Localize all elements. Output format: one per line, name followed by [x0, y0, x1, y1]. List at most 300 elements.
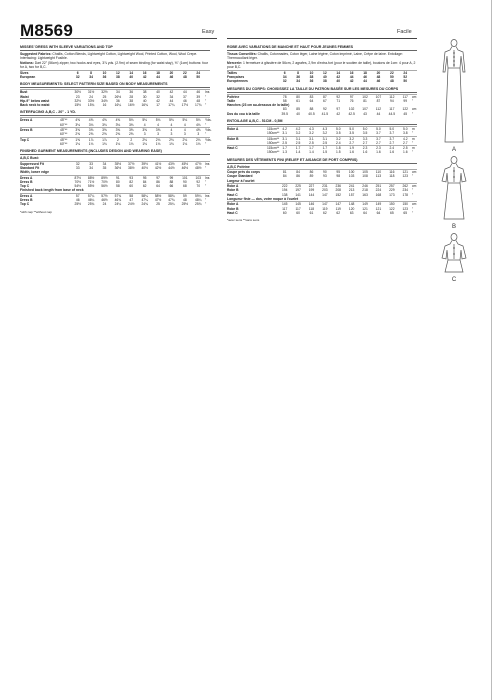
table-cell: 38: [129, 98, 134, 103]
table-cell: 42: [165, 90, 178, 95]
notions-text: Notions: Dart 22" (56cm) zipper, two hooks and eyes, 3⅞ yds. (2.9m) of seam binding (for waist stay), ⅜" (1cm) buttons: four for A, two for B,C.: [20, 60, 209, 70]
table-cell: 25: [102, 94, 107, 99]
table-cell: 2⅛: [138, 137, 151, 142]
yardage-table-fr: [227, 126, 417, 155]
table-cell: 20: [372, 70, 385, 75]
table-cell: 65: [403, 211, 408, 216]
table-cell: 32: [282, 79, 287, 84]
table-cell: 22: [178, 70, 191, 75]
table-cell: 93: [125, 175, 138, 180]
table-cell: 10: [98, 70, 111, 75]
table-cell: 2.3: [372, 146, 385, 151]
view-c-figure: [439, 232, 469, 283]
table-cell: 94: [389, 98, 394, 103]
table-cell: 40: [142, 98, 147, 103]
table-cell: 208: [335, 188, 342, 193]
table-cell: 3: [157, 132, 159, 137]
table-cell: 144: [308, 192, 315, 197]
table-cell: 16: [102, 103, 107, 108]
table-cell: 43: [363, 111, 367, 116]
table-cell: 87: [318, 94, 331, 99]
table-cell: Ins: [205, 175, 210, 180]
table-cell: m: [412, 127, 417, 132]
table-cell: ": [412, 98, 414, 103]
table-cell: 84: [291, 170, 304, 175]
nap-footnote-fr: *avec sens **sans sens: [227, 218, 260, 223]
table-cell: 36: [309, 79, 314, 84]
table-cell: 83: [305, 94, 318, 99]
table-cell: Ins: [205, 90, 210, 95]
table-cell: 3.2: [309, 131, 314, 136]
table-cell: 45"**: [60, 118, 71, 123]
table-cell: 48½: [195, 165, 202, 170]
size-table-fr: [227, 70, 417, 84]
table-cell: 55½: [87, 184, 95, 189]
table-cell: 225: [291, 184, 304, 189]
table-cell: 3⅝: [71, 128, 84, 133]
table-cell: 35: [102, 165, 107, 170]
table-cell: 48: [389, 79, 394, 84]
table-cell: 1⅛: [142, 141, 147, 146]
table-cell: ": [412, 192, 414, 197]
table-cell: Hip-9" below waist: [20, 98, 50, 103]
table-cell: 60: [129, 184, 134, 189]
table-cell: 61: [296, 98, 300, 103]
table-cell: 37½: [125, 161, 138, 166]
table-cell: 63: [349, 211, 354, 216]
table-cell: 6: [71, 70, 84, 75]
table-cell: 2.5: [322, 140, 328, 145]
table-cell: 45"**: [60, 137, 71, 142]
table-cell: 45: [403, 111, 408, 116]
table-cell: 36½: [114, 165, 122, 170]
table-cell: 1.7: [305, 146, 318, 151]
table-cell: 8: [291, 70, 304, 75]
table-cell: 168: [375, 192, 382, 197]
table-cell: 48: [182, 198, 187, 203]
table-cell: Dress B: [20, 128, 60, 133]
table-cell: 70½: [74, 179, 81, 184]
table-cell: 2.7: [349, 140, 354, 145]
table-cell: Ins: [205, 193, 210, 198]
table-cell: ": [412, 174, 414, 179]
table-cell: 3.7: [385, 136, 398, 141]
table-cell: 4.2: [399, 136, 412, 141]
view-b-figure: [439, 155, 469, 230]
table-cell: Yds.: [205, 118, 212, 123]
table-cell: 46: [192, 90, 205, 95]
table-cell: 33: [75, 165, 80, 170]
finished-measurements-title-fr: MESURES DES VÊTEMENTS FINI (RELIEF ET AISANCE DE PORT COMPRIS): [227, 158, 417, 164]
yardage-table: [20, 117, 210, 146]
table-cell: 1.3: [282, 150, 287, 155]
finished-length-subtitle-fr: Longueur finie — dos, votre noque à l'ourlet: [227, 197, 299, 202]
table-cell: 147: [322, 192, 328, 197]
table-cell: 222: [278, 184, 291, 189]
table-cell: 1.6: [362, 150, 368, 155]
table-cell: 65: [389, 211, 394, 216]
table-cell: 117: [389, 107, 395, 112]
finished-width-table-fr: [227, 183, 417, 197]
interfacing-title: INTERFACING A,B,C - 20" - 1 YD.: [20, 110, 210, 116]
table-cell: 47¾: [168, 198, 175, 203]
table-cell: 57¾: [111, 193, 124, 198]
table-cell: 44: [349, 74, 354, 79]
dress-b-short-icon: [439, 155, 469, 223]
table-cell: 81: [363, 98, 367, 103]
table-cell: 81: [278, 170, 291, 175]
table-cell: 103: [192, 175, 205, 180]
table-cell: 39: [196, 94, 201, 99]
table-cell: 117: [295, 206, 301, 211]
table-cell: 38: [138, 90, 151, 95]
table-cell: ": [205, 94, 207, 99]
table-cell: 34: [111, 90, 124, 95]
table-cell: 66: [169, 184, 174, 189]
table-cell: Robe A: [227, 127, 267, 132]
header-rule-right: [227, 38, 417, 39]
finished-width-subtitle: Width, lower edge: [20, 170, 49, 175]
table-cell: 5⅛: [138, 118, 151, 123]
table-cell: 44: [156, 74, 160, 79]
table-cell: 20: [165, 70, 178, 75]
table-cell: 16: [345, 70, 358, 75]
table-cell: 4.3: [305, 127, 318, 132]
table-cell: 38: [309, 74, 314, 79]
finished-length-table-fr: [227, 201, 417, 215]
table-cell: 3: [170, 132, 173, 137]
table-cell: 97: [345, 94, 358, 99]
table-cell: 163: [362, 192, 368, 197]
table-cell: 83: [282, 107, 287, 112]
table-cell: 41½: [151, 161, 164, 166]
table-cell: ": [412, 131, 414, 136]
table-cell: 60"**: [60, 122, 68, 127]
table-cell: 2.3: [358, 146, 371, 151]
table-cell: 97: [151, 175, 164, 180]
table-cell: 60"**: [60, 132, 68, 137]
table-cell: Tailles: [227, 70, 267, 75]
table-cell: 2⅛: [165, 137, 178, 142]
table-cell: Poitrine: [227, 94, 267, 99]
table-cell: 16¼: [114, 103, 122, 108]
table-cell: 2⅝: [102, 132, 107, 137]
table-cell: ": [205, 165, 207, 170]
table-cell: 40.5: [308, 111, 315, 116]
table-cell: ": [205, 132, 207, 137]
french-column: [227, 45, 417, 222]
table-cell: Haut C: [227, 192, 238, 197]
table-cell: 71½: [87, 179, 95, 184]
table-cell: 5⅛: [151, 118, 164, 123]
table-cell: 26½: [114, 94, 122, 99]
table-cell: ": [412, 211, 414, 216]
table-cell: 117: [399, 94, 412, 99]
table-cell: 24: [102, 202, 107, 207]
table-cell: 44.5: [388, 111, 396, 116]
table-cell: 88: [309, 107, 314, 112]
table-cell: 42.5: [348, 111, 355, 116]
table-cell: 32: [156, 94, 160, 99]
table-cell: 2.7: [362, 140, 368, 145]
table-cell: Ins: [205, 161, 210, 166]
table-cell: 3.7: [376, 131, 381, 136]
table-cell: 78: [278, 94, 291, 99]
table-cell: Top C: [20, 202, 30, 207]
table-cell: 3.1: [318, 136, 331, 141]
table-cell: 40: [323, 74, 327, 79]
table-cell: m: [412, 146, 417, 151]
table-cell: 119: [335, 206, 341, 211]
table-cell: 3⅝: [98, 128, 111, 133]
table-cell: 46¼: [87, 198, 95, 203]
table-cell: 6: [278, 70, 291, 75]
table-cell: 1.4: [309, 150, 314, 155]
table-cell: 5⅛: [192, 118, 205, 123]
table-cell: 3⅝: [151, 128, 164, 133]
table-cell: Back neck to waist: [20, 103, 50, 108]
table-cell: ": [412, 111, 414, 116]
table-cell: 194: [281, 188, 288, 193]
table-cell: 16: [138, 70, 151, 75]
table-cell: Robe A: [227, 202, 267, 207]
table-cell: 3.5: [335, 131, 341, 136]
table-cell: 38½: [128, 165, 135, 170]
table-cell: 92: [332, 94, 345, 99]
table-cell: 14: [332, 70, 345, 75]
table-cell: 34: [169, 94, 174, 99]
table-cell: [267, 211, 278, 215]
table-cell: Suppressed Fit: [20, 161, 60, 166]
table-cell: 3.8: [402, 131, 408, 136]
view-c-label: C: [451, 277, 457, 283]
table-cell: 118: [389, 174, 395, 179]
table-cell: 60: [296, 211, 300, 216]
finished-length-table: [20, 193, 210, 207]
table-cell: 2.5: [295, 140, 301, 145]
table-cell: 1⅝: [71, 137, 84, 142]
table-cell: 119: [322, 206, 328, 211]
table-cell: 57¼: [84, 193, 97, 198]
table-cell: 197: [295, 188, 301, 193]
view-a-label: A: [451, 147, 456, 153]
table-cell: 59: [178, 193, 191, 198]
table-row: [20, 103, 210, 107]
table-cell: 3⅛: [75, 122, 80, 127]
table-cell: 36: [116, 98, 120, 103]
table-cell: 3.2: [332, 136, 345, 141]
table-cell: 110: [372, 170, 385, 175]
table-cell: 58¾: [165, 193, 178, 198]
table-cell: 41.5: [321, 111, 329, 116]
table-cell: 218: [362, 188, 368, 193]
table-cell: 17: [156, 103, 160, 108]
table-cell: 12: [111, 70, 124, 75]
table-cell: 88: [169, 179, 174, 184]
table-cell: 46: [182, 98, 187, 103]
table-cell: 3⅝: [138, 128, 151, 133]
table-cell: 39.5: [281, 111, 288, 116]
table-cell: 28: [129, 94, 134, 99]
table-cell: 15½: [74, 103, 81, 108]
table-cell: 3: [197, 132, 200, 137]
table-cell: 107: [372, 94, 385, 99]
table-cell: 149: [372, 202, 385, 207]
table-cell: 46¾: [114, 198, 122, 203]
table-cell: 25½: [74, 202, 81, 207]
table-cell: 4.3: [318, 127, 331, 132]
table-cell: 42½: [154, 165, 162, 170]
table-cell: 1.9: [345, 146, 358, 151]
table-cell: 38: [116, 74, 120, 79]
table-cell: Yds.: [205, 128, 212, 132]
table-cell: 97: [336, 107, 341, 112]
table-cell: ": [412, 206, 414, 211]
table-cell: ": [205, 122, 207, 127]
table-cell: 46: [75, 198, 80, 203]
table-cell: 48: [182, 74, 187, 79]
table-cell: 199: [308, 188, 315, 193]
table-cell: 36: [296, 74, 300, 79]
finished-bust-subtitle-fr: A,B,C Poitrine: [227, 164, 250, 169]
table-cell: 2⅝: [88, 132, 94, 137]
table-cell: 203: [322, 188, 328, 193]
table-cell: 31½: [84, 90, 97, 95]
table-cell: 90: [318, 170, 331, 175]
table-cell: 95: [332, 170, 345, 175]
table-cell: ": [205, 202, 207, 207]
table-cell: Haut C: [227, 211, 238, 216]
table-cell: 3⅝: [125, 128, 138, 133]
table-cell: 70½: [101, 179, 108, 184]
table-cell: 86: [156, 179, 160, 184]
table-cell: 43½: [165, 161, 178, 166]
english-column: [20, 45, 210, 214]
table-cell: 147: [318, 202, 331, 207]
size-table: [20, 70, 210, 80]
table-cell: 34: [89, 74, 93, 79]
table-cell: 2⅛: [192, 137, 205, 142]
table-cell: 84: [142, 179, 147, 184]
table-cell: Haut C: [227, 146, 267, 151]
table-cell: 87½: [71, 175, 84, 180]
table-cell: 40: [336, 79, 341, 84]
table-cell: 47½: [192, 161, 205, 166]
table-cell: 46: [363, 74, 367, 79]
table-cell: 3.2: [295, 131, 301, 136]
finished-bust-table-fr: [227, 169, 417, 179]
table-cell: 5⅛: [165, 118, 178, 123]
table-cell: 1.6: [376, 150, 381, 155]
table-cell: 1.8: [332, 146, 345, 151]
table-cell: 122: [402, 107, 409, 112]
table-cell: 32½: [98, 90, 111, 95]
table-cell: 40: [296, 111, 300, 116]
table-cell: 178: [402, 192, 409, 197]
table-cell: 56½: [101, 184, 108, 189]
table-cell: 157: [348, 192, 355, 197]
table-cell: 3.1: [291, 136, 304, 141]
table-cell: 2⅛: [151, 137, 164, 142]
table-cell: 1.7: [318, 146, 331, 151]
finished-bust-table: [20, 161, 210, 171]
notions-text-fr: Mercerie: 1 fermeture à glissière de 56cm, 2 agrafes, 2,9m d'extra-fort (pour le soutien de taille), boutons de 1cm: 4 pour A, 2 pour B,C.: [227, 60, 416, 70]
table-cell: 4⅝: [98, 118, 111, 123]
table-cell: 3⅛: [102, 122, 107, 127]
table-cell: 3.5: [362, 131, 368, 136]
table-cell: 47½: [154, 198, 162, 203]
table-cell: Yds.: [205, 137, 212, 142]
table-cell: 5.0: [399, 127, 412, 132]
pattern-number: M8569: [20, 21, 73, 40]
table-cell: 150: [399, 202, 412, 207]
nap-footnote: *with nap **without nap: [20, 209, 52, 214]
table-cell: 84: [282, 174, 287, 179]
table-cell: Européennes: [227, 79, 248, 84]
table-cell: 30: [142, 94, 147, 99]
table-cell: 60: [282, 211, 287, 216]
table-cell: 2.4: [385, 146, 398, 151]
table-cell: Sizes: [20, 70, 60, 75]
table-cell: Robe B: [227, 136, 267, 141]
table-cell: 33½: [87, 98, 95, 103]
table-cell: 18: [358, 70, 371, 75]
table-cell: m: [412, 136, 417, 141]
table-cell: 1.6: [389, 150, 395, 155]
table-cell: 93: [323, 174, 327, 179]
table-cell: Top C: [20, 137, 60, 142]
table-cell: 47¼: [141, 198, 148, 203]
table-cell: 44: [169, 98, 174, 103]
table-cell: 1⅛: [195, 141, 201, 146]
table-cell: cm: [412, 170, 417, 175]
table-cell: 147: [332, 202, 345, 207]
table-cell: 52: [403, 74, 408, 79]
table-cell: 17¾: [195, 103, 202, 108]
table-cell: 3: [183, 132, 186, 137]
table-cell: 25¾: [195, 202, 202, 207]
table-cell: 15¾: [87, 103, 95, 108]
table-cell: 234: [402, 188, 409, 193]
table-cell: 2.5: [399, 146, 412, 151]
table-cell: 1.7: [291, 146, 304, 151]
table-cell: 50: [403, 79, 408, 84]
table-cell: 50: [196, 74, 201, 79]
table-cell: 4⅝: [111, 118, 124, 123]
table-cell: 105: [358, 170, 371, 175]
table-cell: Dos du cou à la taille: [227, 111, 260, 116]
table-cell: 64: [309, 98, 314, 103]
table-cell: 4⅝: [84, 118, 97, 123]
difficulty-label-fr: Facile: [397, 29, 412, 35]
table-cell: 3⅝: [111, 128, 124, 133]
table-cell: [60, 202, 71, 206]
table-cell: 3⅜: [128, 122, 134, 127]
table-cell: 85: [296, 107, 300, 112]
table-cell: 61: [309, 211, 314, 216]
table-cell: 34½: [101, 98, 108, 103]
table-cell: 87: [376, 98, 381, 103]
table-cell: 10: [305, 70, 318, 75]
table-cell: 145: [291, 202, 304, 207]
table-cell: 37: [182, 94, 187, 99]
table-cell: 241: [345, 184, 358, 189]
table-cell: 62: [336, 211, 341, 216]
table-cell: Coupe près du corps: [227, 170, 267, 175]
table-cell: 8: [84, 70, 97, 75]
table-cell: 44½: [168, 165, 175, 170]
table-cell: 262: [399, 184, 412, 189]
